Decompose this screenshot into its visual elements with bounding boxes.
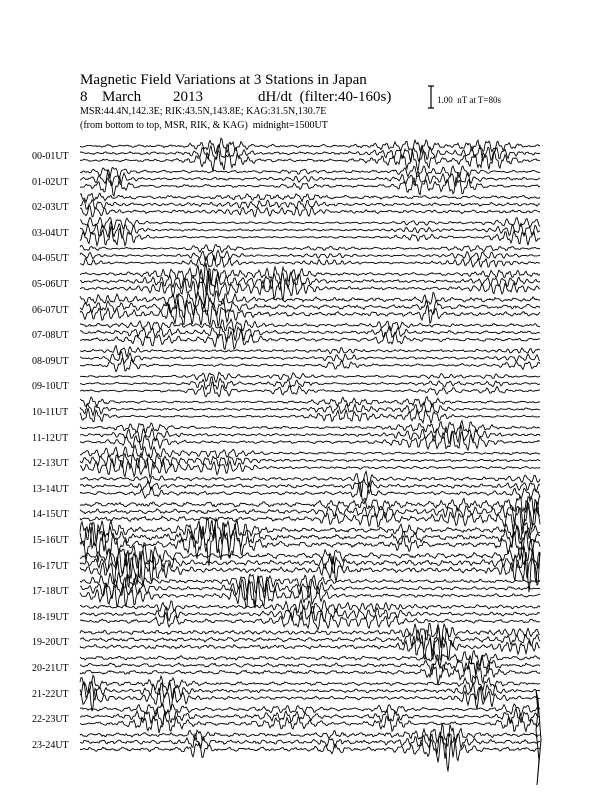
hour-label: 10-11UT <box>32 407 69 418</box>
hour-label: 03-04UT <box>32 227 69 239</box>
scale-bar-label: 1.00 nT at T=80s <box>437 95 501 105</box>
trace-22-23UT-2 <box>80 708 540 724</box>
hour-label: 08-09UT <box>32 355 69 367</box>
trace-02-03UT-3 <box>80 206 540 217</box>
hour-label: 07-08UT <box>32 330 69 342</box>
trace-00-01UT-1 <box>80 138 540 153</box>
trace-03-04UT-1 <box>80 217 540 229</box>
trace-08-09UT-1 <box>80 346 540 357</box>
trace-09-10UT-2 <box>80 377 540 390</box>
trace-14-15UT-3 <box>80 502 540 534</box>
trace-08-09UT-3 <box>80 359 540 372</box>
trace-13-14UT-3 <box>80 482 540 501</box>
hour-label: 16-17UT <box>32 560 69 572</box>
hour-label: 15-16UT <box>32 535 69 546</box>
hour-label: 01-02UT <box>32 176 69 188</box>
date-year: 2013 <box>173 89 203 105</box>
trace-14-15UT-1 <box>80 496 540 515</box>
filter-label: dH/dt (filter:40-160s) <box>258 89 392 105</box>
hour-label: 21-22UT <box>32 688 69 700</box>
station-coordinates: MSR:44.4N,142.3E; RIK:43.5N,143.8E; KAG:31.5N,130.7E <box>80 106 327 117</box>
trace-09-10UT-1 <box>80 372 540 382</box>
hour-label: 05-06UT <box>32 279 69 290</box>
hour-label: 17-18UT <box>32 586 69 598</box>
trace-02-03UT-1 <box>80 193 540 202</box>
hour-label: 18-19UT <box>32 611 69 623</box>
trace-01-02UT-3 <box>80 178 540 196</box>
hour-label: 12-13UT <box>32 458 69 470</box>
hour-label: 23-24UT <box>32 739 69 751</box>
trace-07-08UT-1 <box>80 319 540 332</box>
hour-label: 19-20UT <box>32 637 69 649</box>
trace-02-03UT-2 <box>80 200 540 210</box>
hour-label: 00-01UT <box>32 151 69 162</box>
trace-20-21UT-3 <box>80 661 540 684</box>
trace-10-11UT-3 <box>80 408 540 423</box>
chart-title: Magnetic Field Variations at 3 Stations in Japan <box>80 72 367 88</box>
trace-12-13UT-1 <box>80 445 540 458</box>
date-month: March <box>102 89 142 105</box>
trace-15-16UT-2 <box>80 520 540 552</box>
scale-bar <box>428 86 434 108</box>
trace-23-24UT-2 <box>80 732 540 758</box>
hour-label: 22-23UT <box>32 714 69 726</box>
hour-label: 20-21UT <box>32 663 69 674</box>
trace-11-12UT-3 <box>80 432 540 450</box>
hour-label: 14-15UT <box>32 509 69 521</box>
trace-04-05UT-3 <box>80 255 540 267</box>
hour-label: 11-12UT <box>32 432 69 444</box>
hour-label: 13-14UT <box>32 483 69 495</box>
trace-19-20UT-1 <box>80 623 540 644</box>
trace-08-09UT-2 <box>80 351 540 363</box>
trace-18-19UT-1 <box>80 600 540 614</box>
hour-label: 04-05UT <box>32 253 69 265</box>
trace-12-13UT-2 <box>80 453 540 469</box>
trace-19-20UT-3 <box>80 635 540 661</box>
trace-10-11UT-2 <box>80 402 540 415</box>
hour-label: 09-10UT <box>32 381 69 393</box>
station-order-note: (from bottom to top, MSR, RIK, & KAG) midnight=1500UT <box>80 120 328 131</box>
hour-label: 02-03UT <box>32 202 69 214</box>
trace-01-02UT-1 <box>80 166 540 178</box>
end-spike-trace <box>536 690 541 785</box>
trace-04-05UT-1 <box>80 244 540 252</box>
date-day: 8 <box>80 89 88 105</box>
trace-10-11UT-1 <box>80 397 540 407</box>
hour-label: 06-07UT <box>32 304 69 316</box>
trace-15-16UT-1 <box>80 518 540 545</box>
